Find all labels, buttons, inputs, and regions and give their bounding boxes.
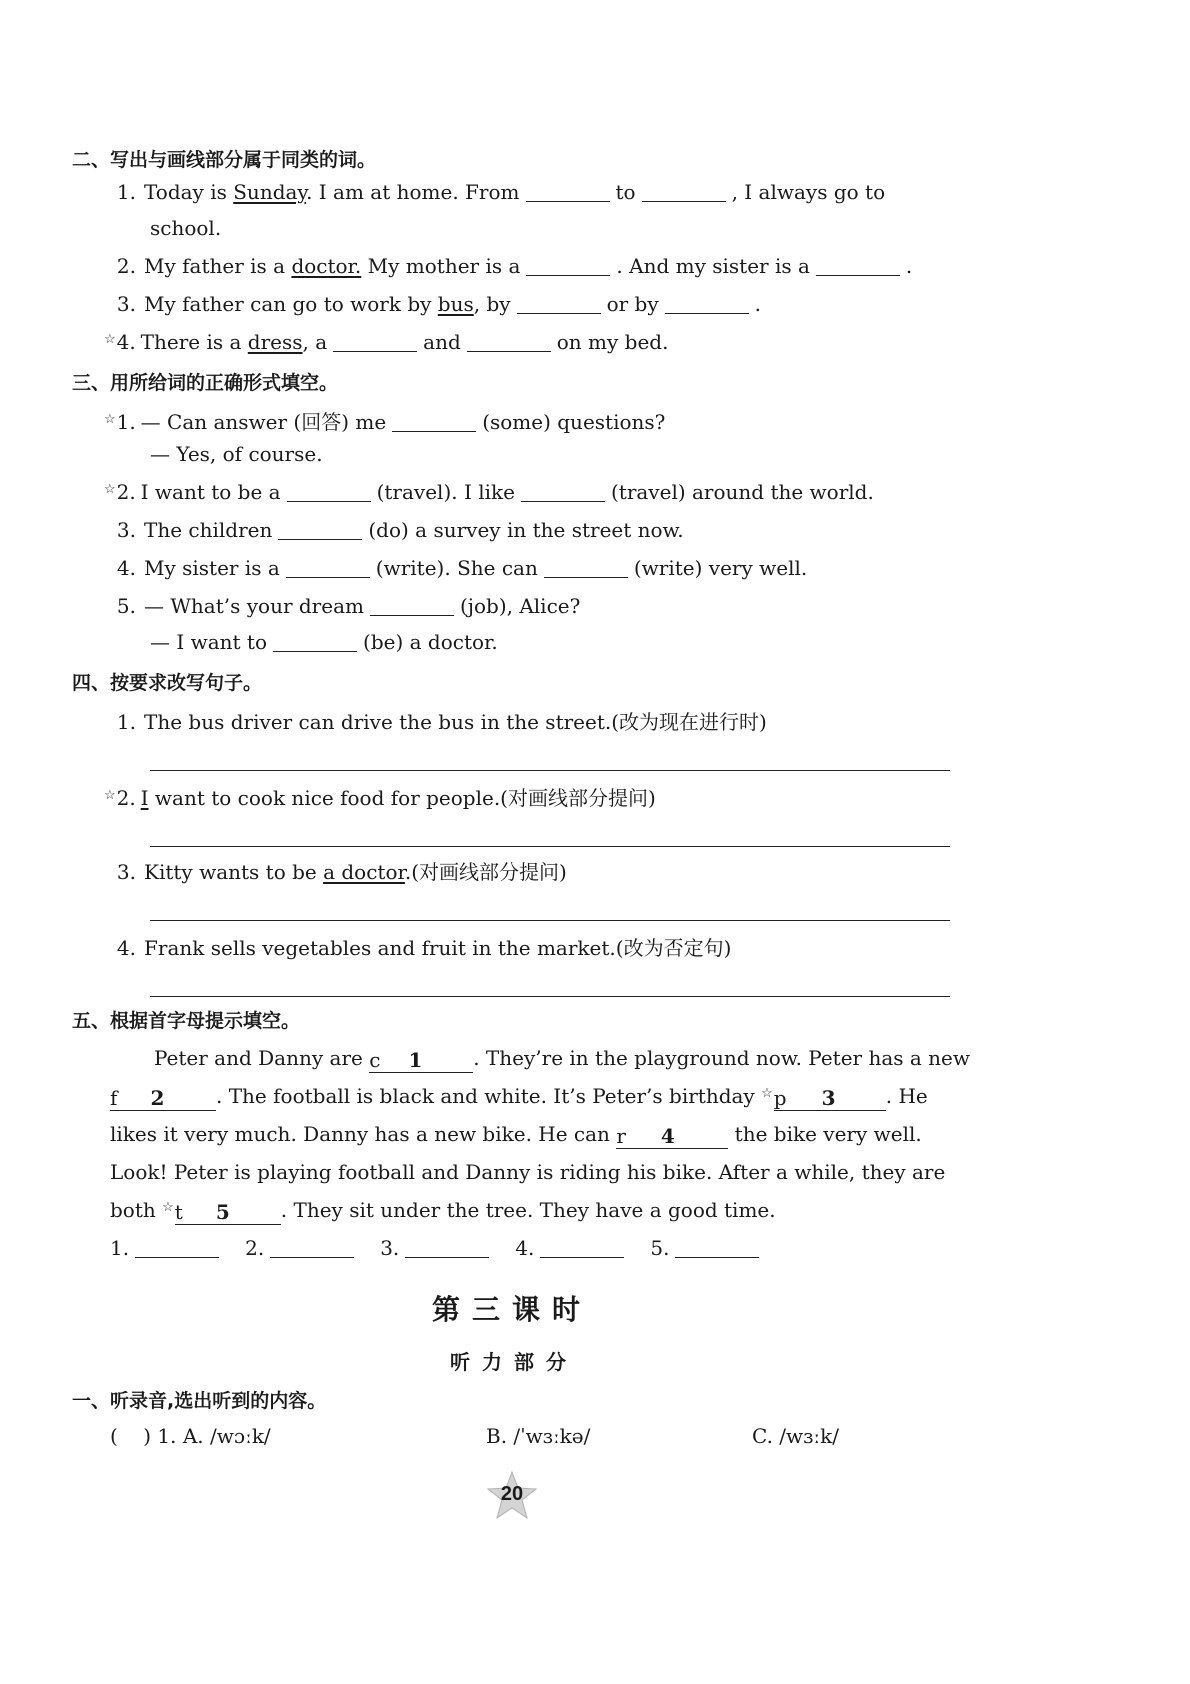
passage-line-1: Peter and Danny are c 1 . They’re in the playground now. Peter has a new bbox=[154, 1046, 971, 1072]
passage-line-2: f 2 . The football is black and white. It’s Peter’s birthday ☆p 3 . He bbox=[110, 1084, 928, 1110]
page-number-badge bbox=[486, 1470, 538, 1522]
passage-line-4: Look! Peter is playing football and Danny is riding his bike. After a while, they are bbox=[110, 1160, 946, 1184]
section-5-heading: 五、根据首字母提示填空。 bbox=[72, 1010, 301, 1032]
blank[interactable] bbox=[517, 293, 601, 314]
blank[interactable] bbox=[467, 331, 551, 352]
blank[interactable] bbox=[286, 557, 370, 578]
s3-question-4: 4. My sister is a (write). She can (write) very well. bbox=[116, 556, 808, 580]
option-a[interactable]: A. /wɔːk/ bbox=[182, 1424, 271, 1448]
s2-question-3: 3. My father can go to work by bus, by or by . bbox=[116, 292, 761, 316]
s3-question-5-reply: — I want to (be) a doctor. bbox=[150, 630, 498, 654]
star-icon: ☆ bbox=[162, 1200, 174, 1215]
s3-question-3: 3. The children (do) a survey in the street now. bbox=[116, 518, 684, 542]
listening-question-1: ( ) 1. A. /wɔːk/ bbox=[110, 1424, 271, 1448]
blank[interactable] bbox=[370, 595, 454, 616]
blank[interactable] bbox=[526, 181, 610, 202]
blank[interactable] bbox=[816, 255, 900, 276]
star-icon: ☆ bbox=[761, 1086, 773, 1101]
s3-question-1: ☆1. — Can answer (回答) me (some) questions? bbox=[104, 410, 666, 434]
answer-line[interactable] bbox=[150, 770, 950, 771]
option-b[interactable]: B. /ˈwɜːkə/ bbox=[486, 1424, 591, 1448]
s4-question-4: 4. Frank sells vegetables and fruit in the market.(改为否定句) bbox=[116, 936, 732, 960]
answer-blank[interactable] bbox=[675, 1237, 759, 1258]
blank[interactable] bbox=[287, 481, 371, 502]
s2-question-4: ☆4. There is a dress, a and on my bed. bbox=[104, 330, 669, 354]
cloze-blank-4[interactable]: r 4 bbox=[616, 1124, 728, 1149]
star-icon: ☆ bbox=[104, 788, 116, 803]
passage-line-3: likes it very much. Danny has a new bike. He can r 4 the bike very well. bbox=[110, 1122, 922, 1148]
cloze-blank-1[interactable]: c 1 bbox=[369, 1048, 473, 1073]
listening-title: 听力部分 bbox=[450, 1350, 578, 1374]
answer-blanks-row: 1. 2. 3. 4. 5. bbox=[110, 1236, 765, 1260]
s2-question-1: 1. Today is Sunday. I am at home. From to , I always go to bbox=[116, 180, 886, 204]
option-c[interactable]: C. /wɜːk/ bbox=[752, 1424, 839, 1448]
answer-blank[interactable] bbox=[405, 1237, 489, 1258]
blank[interactable] bbox=[642, 181, 726, 202]
star-icon: ☆ bbox=[104, 332, 116, 347]
lesson-title: 第三课时 bbox=[432, 1293, 593, 1326]
section-4-heading: 四、按要求改写句子。 bbox=[72, 672, 263, 694]
listening-section-heading: 一、听录音,选出听到的内容。 bbox=[72, 1390, 327, 1412]
blank[interactable] bbox=[278, 519, 362, 540]
star-icon: ☆ bbox=[104, 482, 116, 497]
s4-question-3: 3. Kitty wants to be a doctor.(对画线部分提问) bbox=[116, 860, 567, 884]
blank[interactable] bbox=[544, 557, 628, 578]
blank[interactable] bbox=[526, 255, 610, 276]
blank[interactable] bbox=[665, 293, 749, 314]
answer-line[interactable] bbox=[150, 920, 950, 921]
passage-line-5: both ☆t 5 . They sit under the tree. They have a good time. bbox=[110, 1198, 776, 1224]
answer-paren[interactable]: ( ) bbox=[110, 1424, 152, 1448]
answer-line[interactable] bbox=[150, 846, 950, 847]
section-3-heading: 三、用所给词的正确形式填空。 bbox=[72, 372, 339, 394]
s4-question-2: ☆2. I want to cook nice food for people.(对画线部分提问) bbox=[104, 786, 656, 810]
blank[interactable] bbox=[521, 481, 605, 502]
cloze-blank-5[interactable]: t 5 bbox=[175, 1200, 281, 1225]
cloze-blank-3[interactable]: p 3 bbox=[774, 1086, 886, 1111]
s3-question-1-reply: — Yes, of course. bbox=[150, 442, 323, 466]
star-icon: ☆ bbox=[104, 412, 116, 427]
answer-line[interactable] bbox=[150, 996, 950, 997]
s2-question-1-cont: school. bbox=[150, 216, 222, 240]
blank[interactable] bbox=[273, 631, 357, 652]
s3-question-2: ☆2. I want to be a (travel). I like (travel) around the world. bbox=[104, 480, 874, 504]
s2-question-2: 2. My father is a doctor. My mother is a . And my sister is a . bbox=[116, 254, 913, 278]
page-number: 20 bbox=[500, 1483, 524, 1505]
s3-question-5: 5. — What’s your dream (job), Alice? bbox=[116, 594, 581, 618]
blank[interactable] bbox=[392, 411, 476, 432]
blank[interactable] bbox=[333, 331, 417, 352]
answer-blank[interactable] bbox=[270, 1237, 354, 1258]
cloze-blank-2[interactable]: f 2 bbox=[110, 1086, 216, 1111]
answer-blank[interactable] bbox=[540, 1237, 624, 1258]
s4-question-1: 1. The bus driver can drive the bus in the street.(改为现在进行时) bbox=[116, 710, 767, 734]
section-2-heading: 二、写出与画线部分属于同类的词。 bbox=[72, 149, 377, 171]
answer-blank[interactable] bbox=[135, 1237, 219, 1258]
